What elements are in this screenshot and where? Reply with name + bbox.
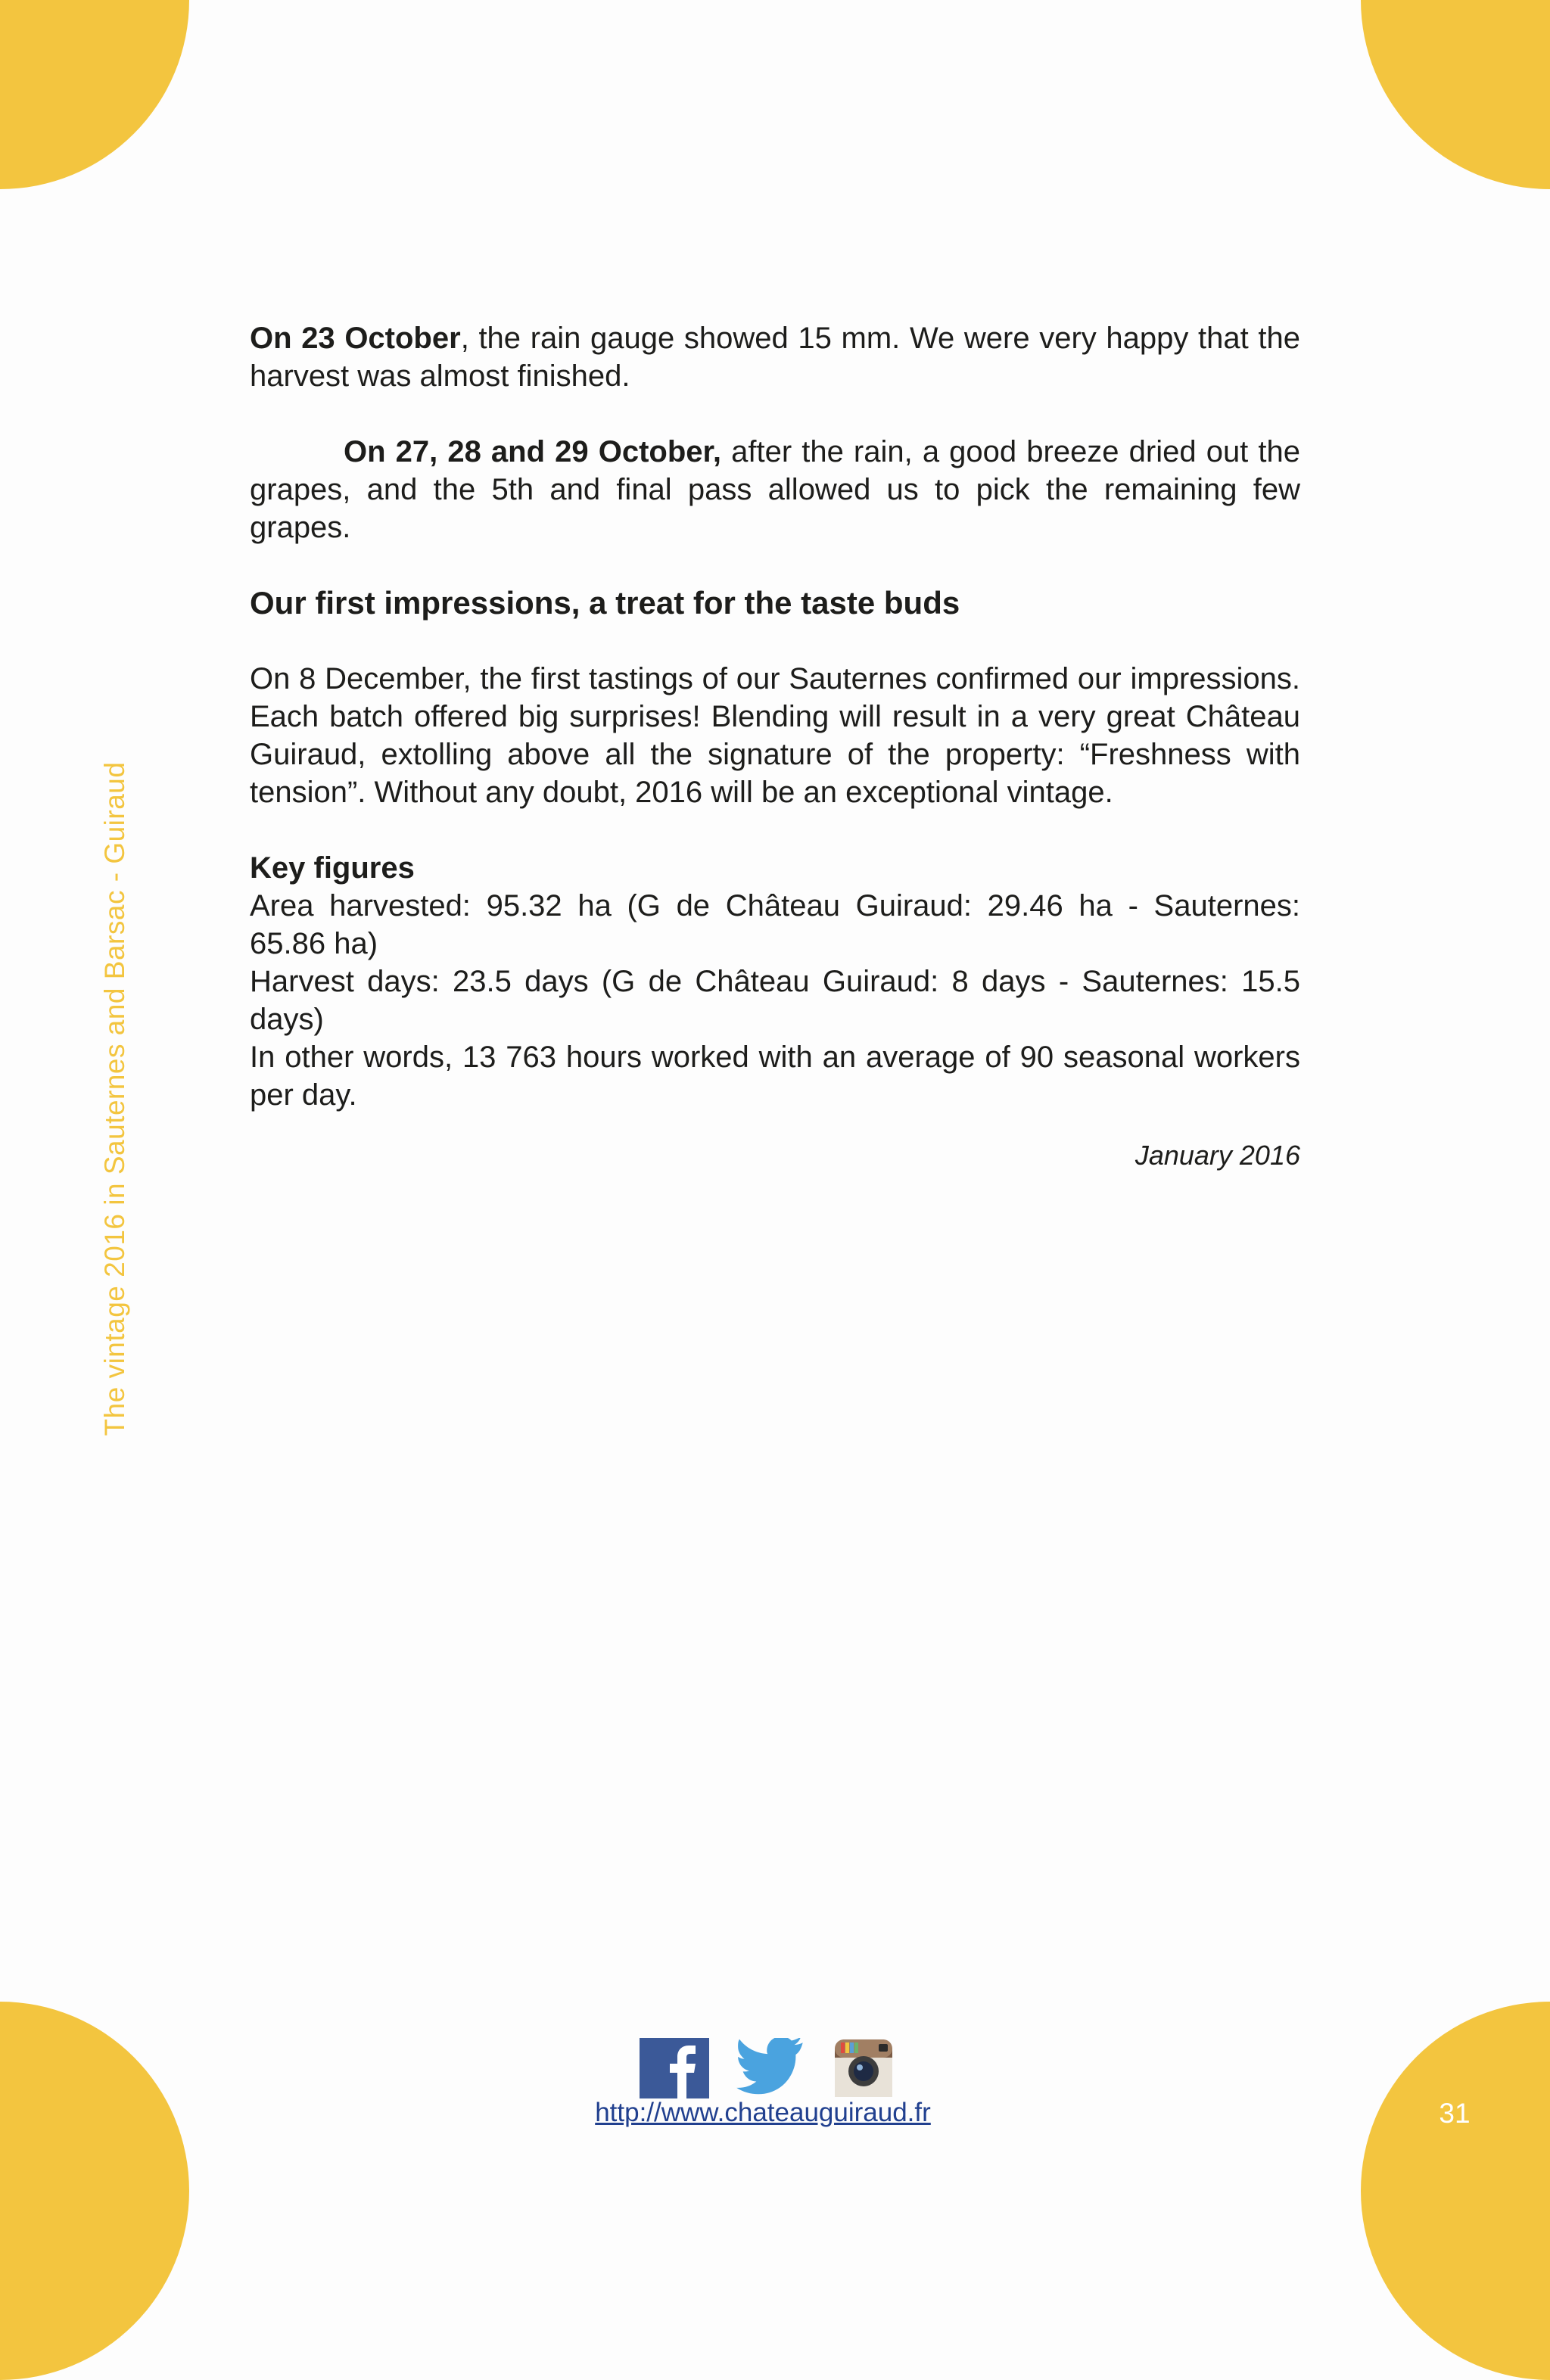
main-content xyxy=(250,319,1300,1174)
key-figures-title: Key figures xyxy=(250,851,415,885)
paragraph-lead: On 27, 28 and 29 October, xyxy=(344,435,721,468)
key-figure-area: Area harvested: 95.32 ha (G de Château Guiraud: 29.46 ha - Sauternes: 65.86 ha) xyxy=(250,889,1300,960)
tasting-paragraph: On 8 December, the first tastings of our Sauternes confirmed our impressions. Each batch offered big surprises! Blending will result in a very great Château Guiraud, extolling above all the signature of the property: “Freshness with tension”. Without any doubt, 2016 will be an exceptional vintage. xyxy=(250,662,1300,809)
paragraph-body: after the rain, a good breeze dried out the grapes, and the 5th and final pass allowed us to pick the remaining few grapes. xyxy=(250,435,1300,544)
key-figure-hours: In other words, 13 763 hours worked with an average of 90 seasonal workers per day. xyxy=(250,1041,1300,1112)
sidebar-title: The vintage 2016 in Sauternes and Barsac - Guiraud xyxy=(99,761,130,1436)
document-date: January 2016 xyxy=(1134,1140,1300,1171)
section-heading: Our first impressions, a treat for the taste buds xyxy=(250,585,960,621)
twitter-icon[interactable] xyxy=(736,2038,806,2098)
social-links xyxy=(640,2038,894,2098)
website-link[interactable]: http://www.chateauguiraud.fr xyxy=(595,2098,931,2127)
paragraph-body: , the rain gauge showed 15 mm. We were very happy that the harvest was almost finished. xyxy=(250,322,1300,393)
page-number: 31 xyxy=(1439,2098,1471,2129)
key-figure-days: Harvest days: 23.5 days (G de Château Guiraud: 8 days - Sauternes: 15.5 days) xyxy=(250,965,1300,1036)
paragraph-27-29-october xyxy=(250,433,1300,546)
instagram-icon[interactable] xyxy=(833,2038,894,2098)
corner-decoration-top-left xyxy=(0,0,189,189)
corner-decoration-bottom-left xyxy=(0,2002,189,2380)
paragraph-23-october xyxy=(250,319,1300,395)
corner-decoration-bottom-right xyxy=(1361,2002,1550,2380)
corner-decoration-top-right xyxy=(1361,0,1550,189)
facebook-icon[interactable] xyxy=(640,2038,709,2098)
paragraph-lead: On 23 October xyxy=(250,322,461,355)
